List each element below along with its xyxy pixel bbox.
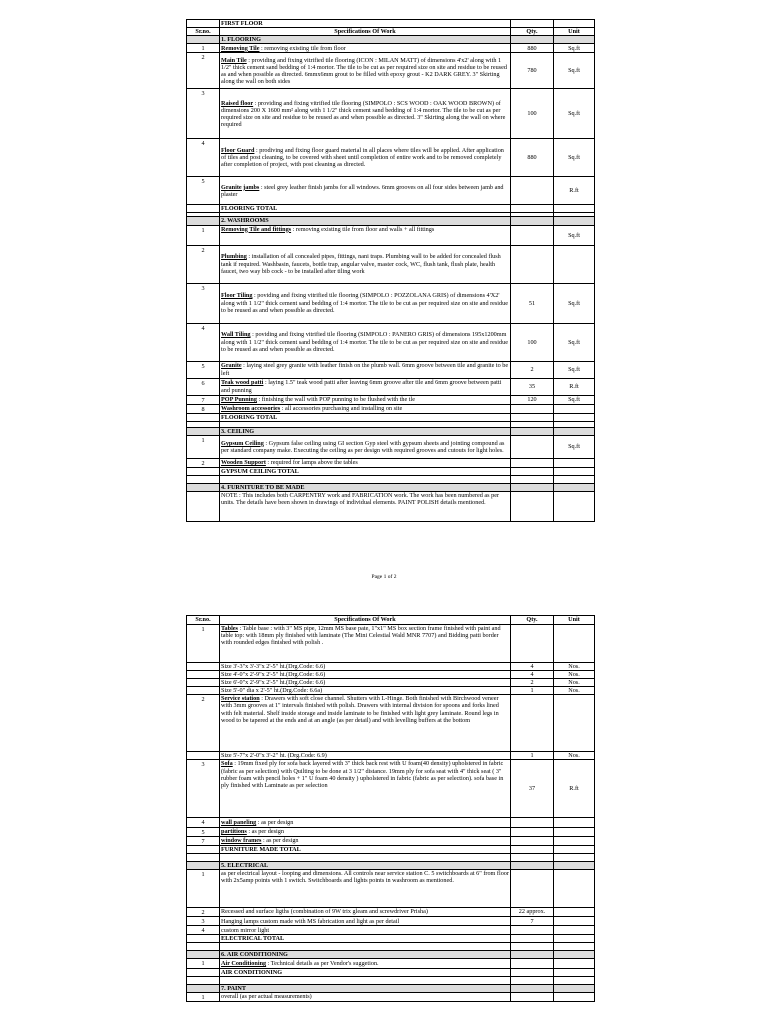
table-row [187,361,595,378]
section-title-row [187,217,595,225]
row-qty: 51 [511,283,554,323]
row-unit: R.ft [554,760,595,818]
ceiling-section [187,427,595,483]
header-unit: Unit [554,616,595,625]
table-row [187,695,595,752]
row-qty [511,245,554,283]
floor-title-row [187,20,595,28]
table-row [187,404,595,413]
item-desc: : steel grey leather finish jambs for all windows. 6mm grooves on all four sides between jamb and plaster [221,183,504,198]
item-title: Granite [221,362,242,370]
item-title: Wall Tiling [221,331,251,339]
row-sr: 1 [201,960,205,968]
table-row [187,992,595,1001]
row-unit [554,458,595,467]
item-title: Washroom accessories [221,405,281,413]
note-row [187,492,595,522]
item-desc: : laying 1.5" teak wood patti after leaving 6mm groove after tile and 6mm groove between patti and punning [221,379,502,394]
item-desc: : prodiving and fixing floor guard material in all places where tiles will be applied. After application of tiles and post cleaning, to be covered with sheet until completion of entire work and to be removed completely after completion of project, with post cleaning as directed. [221,147,504,169]
row-sr: 2 [201,459,205,467]
item-title: Plumbing [221,253,247,261]
row-qty: 1 [511,687,554,695]
table-row [187,869,595,907]
row-sr: 1 [201,436,205,444]
row-unit: Nos. [554,752,595,760]
table-row [187,225,595,245]
size-row [187,752,595,760]
header-qty: Qty. [511,616,554,625]
table-row [187,395,595,404]
size-row [187,671,595,679]
table-row [187,827,595,836]
row-unit: Sq.ft [554,283,595,323]
item-desc: : removing existing tile from floor and walls + all fittings [291,225,435,233]
row-unit: Sq.ft [554,44,595,53]
section-title: 3. CEILING [221,427,255,435]
row-sr: 1 [201,45,205,53]
item-title: Wooden Support [221,459,266,467]
item-desc: : laying steel grey granite with leather finish on the plumb wall. 6mm groove between tile and granite to be left [221,362,509,377]
row-sr: 1 [201,626,205,633]
row-sr: 4 [201,927,205,935]
row-sr: 1 [201,870,205,878]
table-row [187,53,595,89]
total-row [187,413,595,421]
row-unit: Nos. [554,687,595,695]
item-desc: : as per design [256,818,294,826]
row-qty: 2 [511,679,554,687]
header-spec: Specifications Of Work [220,28,511,36]
item-desc: : installation of all concealed pipes, fittings, nani traps. Plumbing wall to be added for concealed flush tank if required. Washbasin, faucets, bottle trap, angular valve, master cock, WC, flush tank, flush plate, health faucet, two way bib cock - to be installed after tiling work [221,253,501,275]
item-desc: : providing and fixing vitrified tile flooring (SIMPOLO : SCS WOOD : OAK WOOD BROWN) of dimensions 200 X 1600 mm² along with 1 1/2" thick cement sand bedding of 1:4 mortor. The tile to be cut as per required size on site and residue to be reused as and when possible as directed. 3" Skirting along the wall on where required [221,99,506,128]
section-title: 4. FURNITURE TO BE MADE [221,484,305,492]
row-unit: Sq.ft [554,89,595,139]
item-desc: : required for lamps above the tables [265,459,358,467]
row-sr: 4 [201,324,205,332]
section-total: ELECTRICAL TOTAL [221,935,285,943]
row-sr: 2 [201,54,205,62]
size-text: Size 4'-0"x 2'-9"x 2'-5" ht.(Drg.Code: 6.6) [220,671,511,679]
table-row [187,323,595,361]
row-sr: 5 [201,178,205,186]
total-row [187,935,595,943]
size-row [187,687,595,695]
row-sr: 4 [201,140,205,148]
item-desc: : Table base : with 3" MS pipe, 12mm MS base pate, 1"x1" MS box section frame finished with paint and table top: with 18mm ply finished with laminate (The Mini Celestial Wald MNR 7707) and Bidding patti border with rounded edges finished with polish . [221,625,501,647]
size-text: Size 5'-7"x 2'-0"x 3'-2" ht. (Drg.Code: 6.9) [220,752,511,760]
floor-title: FIRST FLOOR [220,20,511,28]
size-row [187,663,595,671]
table-row [187,89,595,139]
table-row [187,760,595,818]
section-total: FLOORING TOTAL [221,413,278,421]
item-desc: Recessed and surface ligths (combination of 9W trix gleam and screwdriver Prisha) [220,907,511,916]
row-sr: 8 [201,405,205,413]
row-sr: 5 [201,362,205,370]
table-row [187,917,595,926]
furniture-note: NOTE : This includes both CARPENTRY work and FABRICATION work. The work has been numbered as per units. The details have been shown in drawings of individual elements. PAINT POLISH details mentioned. [220,492,511,522]
table-row [187,959,595,968]
table-row [187,818,595,827]
row-unit [554,245,595,283]
size-text: Size 3'-3"x 3'-3"x 2'-5" ht.(Drg.Code: 6.6) [220,663,511,671]
table-row [187,245,595,283]
section-title: 2. WASHROOMS [221,217,269,225]
total-row [187,205,595,213]
item-title: Granite jambs [221,183,260,191]
header-row [187,616,595,625]
section-title-row [187,427,595,435]
row-sr: 3 [201,284,205,292]
row-qty: 4 [511,671,554,679]
header-spec: Specifications Of Work [220,616,511,625]
row-qty: 35 [511,378,554,395]
table-row [187,283,595,323]
row-sr: 4 [201,819,205,827]
row-sr: 3 [201,90,205,98]
row-sr: 6 [201,379,205,387]
row-qty [511,435,554,458]
row-sr: 7 [201,837,205,845]
item-title: Tables [221,625,238,632]
table-row [187,907,595,916]
section-title-row [187,861,595,869]
row-sr: 3 [201,918,205,926]
item-desc: : finishing the wall with POP punning to be flushed with the tle [256,396,415,404]
item-desc: : 19mm fixed ply for sofa back layered with 3" thick back rest with U foam(40 density) upholstered in fabric (fabric as per selection) with Quilting to be done at 3 1/2" distance. 19mm ply for sofa seat with 4" thick seat ( 3" rubber foam with pencil holes + 1" U foam 40 density ) upholstered in fabric (fabric as per selection). sofa base in ply finished with Laminate as per selection [221,760,504,789]
table-row [187,378,595,395]
section-title-row [187,36,595,44]
row-unit: R.ft [554,378,595,395]
row-unit [554,404,595,413]
item-title: Removing Tile and fittings [221,225,292,233]
row-unit: Sq.ft [554,361,595,378]
item-desc: overall (as per actual measurements) [220,992,511,1001]
row-qty: 22 approx. [511,907,554,916]
washrooms-section [187,217,595,427]
row-unit: Sq.ft [554,435,595,458]
table-row [187,625,595,663]
item-desc: as per electrical layout - looping and dimensions. All controls near service station C. 5 switchboards at 6" from floor with 2x5amp points with 1 switch. Switchboards and lights points in washroom as mentioned. [220,869,511,907]
row-qty: 1 [511,752,554,760]
row-unit: Sq.ft [554,323,595,361]
total-row [187,845,595,853]
item-title: partitions [221,828,247,836]
row-qty: 100 [511,89,554,139]
row-sr: 7 [201,396,205,404]
row-sr: 3 [201,761,205,769]
row-unit: Sq.ft [554,53,595,89]
row-qty: 7 [511,917,554,926]
table-row [187,836,595,845]
header-unit: Unit [554,28,595,36]
section-title: 7. PAINT [221,984,246,992]
item-desc: : providing and fixing vitrified tile flooring (ICON : MILAN MATT) of dimensions 4'x2' along with 1 1/2" thick cement sand bedding of 1:4 mortor. The tile to be cut as per required size on site and residue to be reused as and when possible as directed. 6mmx6mm grout to be filled with epoxy grout - K2 DARK GREY. 3" Skirting along the wall on both sides [221,56,507,85]
size-text: Size 6'-0"x 2'-9"x 2'-5" ht.(Drg.Code: 6.6) [220,679,511,687]
row-unit: Sq.ft [554,139,595,177]
section-title-row [187,951,595,959]
item-desc: : Drawers with soft close channel. Shutters with L-Hinge. Both finished with Birchwood veneer with 3mm grooves at 1" intervals finished with polish. Drawers with internal division for spoons and forks lined with felt material. Shelf inside storage and inside laminate to be finished with light grey laminate. Round legs in wood to be tapered at the ends and at an angle (as per detail) and with levelling buffers at the bottom [221,695,499,724]
header-row [187,28,595,36]
table-row [187,926,595,935]
section-title: 1. FLOORING [221,36,261,44]
item-title: Floor Guard [221,147,255,155]
item-desc: : Technical details as per Vendor's suggetion. [266,959,379,967]
row-unit: Nos. [554,663,595,671]
section-total: FLOORING TOTAL [221,205,278,213]
row-qty: 2 [511,361,554,378]
item-desc: custom mirror light [220,926,511,935]
row-qty [511,177,554,205]
item-title: Main Tile [221,56,247,64]
page-footer: Page 1 of 2 [371,574,397,580]
row-qty [511,225,554,245]
total-row [187,468,595,476]
row-sr: 2 [201,246,205,254]
item-title: POP Punning [221,396,257,404]
row-sr: 1 [201,226,205,234]
row-qty: 4 [511,663,554,671]
row-sr: 2 [201,696,205,704]
row-qty: 880 [511,44,554,53]
section-title: 5. ELECTRICAL [221,861,269,869]
size-row [187,679,595,687]
row-unit: Nos. [554,679,595,687]
table-row [187,139,595,177]
item-desc: : all accessories purchasing and installing on site [280,405,403,413]
item-title: Sofa [221,760,233,768]
table-row [187,458,595,467]
section-total: AIR CONDITIONING [221,968,283,976]
furniture-intro-section [187,484,595,522]
item-title: Service station [221,695,260,703]
item-desc: : removing existing tile from floor [259,44,346,52]
total-row [187,968,595,976]
section-title-row [187,484,595,492]
item-title: Gypsum Ceiling [221,439,264,447]
row-qty [511,404,554,413]
section-total: GYPSUM CEILING TOTAL [221,468,299,476]
section-title-row [187,984,595,992]
row-qty: 37 [511,760,554,818]
row-qty: 120 [511,395,554,404]
row-sr: 2 [201,908,205,916]
section-title: 6. AIR CONDITIONING [221,951,288,959]
item-desc: : poviding and fixing vitrified tile flooring (SIMPOLO : POZZOLANA GRIS) of dimensions 4'X2' along with 1 1/2" thick cement sand bedding of 1:4 mortor. The tile to be cut as per required size on site and residue to be reused as and when possible as directed. [221,292,508,314]
row-qty: 880 [511,139,554,177]
header-qty: Qty. [511,28,554,36]
row-qty: 100 [511,323,554,361]
item-desc: : as per design [246,828,284,836]
table-row [187,44,595,53]
row-unit: R.ft [554,177,595,205]
table-row [187,435,595,458]
item-title: wall paneling [221,818,257,826]
size-text: Size 5'-0" dia x 2'-5" ht.(Drg.Code: 6.6a) [220,687,511,695]
section-total: FURNITURE MADE TOTAL [221,845,301,853]
item-title: window frames [221,837,262,845]
header-sr: Sr.no. [187,28,220,36]
item-desc: : Gypsum false ceiling using GI section Gyp steel with gypsum sheets and jointing compound as per standard company make. Executing the ceiling as per design with required grooves and cutouts for light holes. [221,439,505,454]
row-sr: 5 [201,828,205,836]
item-desc: : as per design [261,837,299,845]
header-sr: Sr.no. [187,616,220,625]
row-sr: 1 [201,993,205,1001]
row-qty [511,458,554,467]
boq-table-page-1 [186,19,595,522]
row-unit: Nos. [554,671,595,679]
item-title: Removing Tile [221,44,260,52]
row-qty: 780 [511,53,554,89]
item-title: Raised floor [221,99,254,107]
item-title: Floor Tiling [221,292,253,300]
boq-table-page-2 [186,615,595,1002]
row-unit: Sq.ft [554,225,595,245]
item-desc: Hanging lamps custom made with MS fabrication and light as per detail [220,917,511,926]
row-unit: Sq.ft [554,395,595,404]
table-row [187,177,595,205]
item-title: Teak wood patti [221,379,264,387]
item-title: Air Conditioning [221,959,267,967]
item-desc: : poviding and fixing vitrified tile flooring (SIMPOLO : PANERO GRIS) of dimensions 195x1200mm along with 1 1/2" thick cement sand bedding of 1:4 mortor. The tile to be cut as per required size on site and residue to be reused as and when possible as directed. [221,331,508,353]
flooring-section [187,36,595,217]
